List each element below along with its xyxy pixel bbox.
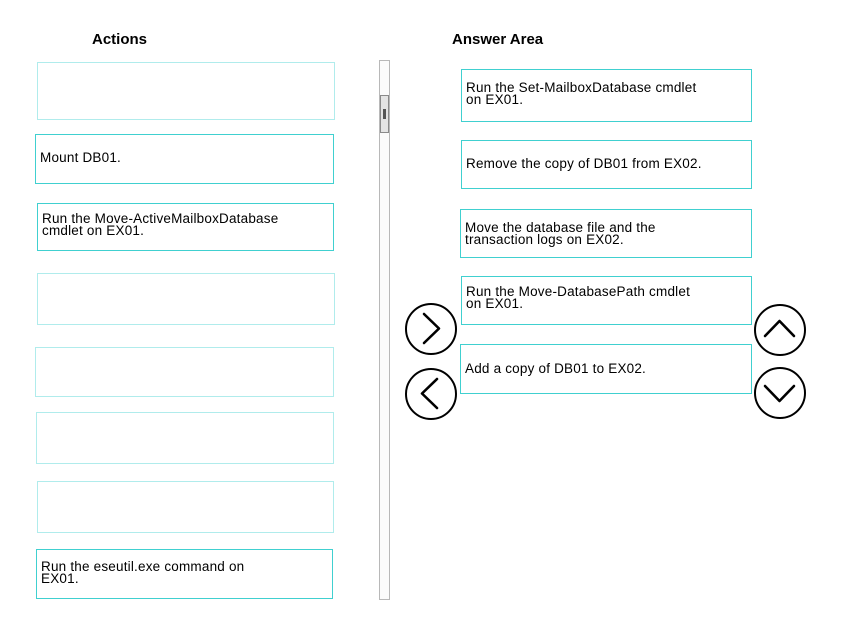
action-item-label: Run the Move-ActiveMailboxDatabase cmdlet on EX01. xyxy=(42,211,279,238)
chevron-right-icon xyxy=(407,305,454,352)
action-item-label: Run the eseutil.exe command on EX01. xyxy=(41,559,245,586)
answer-item-move-databasepath[interactable] xyxy=(461,276,752,325)
answer-area-heading: Answer Area xyxy=(452,31,544,48)
answer-item-label: Move the database file and the transaction logs on EX02. xyxy=(465,220,656,247)
actions-heading: Actions xyxy=(92,31,148,48)
action-slot-empty[interactable] xyxy=(35,347,334,397)
move-left-button[interactable] xyxy=(405,368,457,420)
answer-item-label: Run the Move-DatabasePath cmdlet on EX01. xyxy=(466,284,691,311)
action-slot-empty[interactable] xyxy=(37,62,335,120)
chevron-left-icon xyxy=(407,370,454,417)
actions-scrollbar[interactable] xyxy=(379,60,390,600)
answer-item-set-mailboxdatabase[interactable] xyxy=(461,69,752,122)
action-item-label: Mount DB01. xyxy=(40,150,121,165)
chevron-up-icon xyxy=(756,306,803,353)
action-item-eseutil[interactable] xyxy=(36,549,333,599)
answer-item-add-copy[interactable] xyxy=(460,344,752,394)
answer-item-label: Remove the copy of DB01 from EX02. xyxy=(466,156,702,171)
answer-item-label: Add a copy of DB01 to EX02. xyxy=(465,361,647,376)
action-slot-empty[interactable] xyxy=(36,412,334,464)
answer-item-remove-copy[interactable] xyxy=(461,140,752,189)
answer-item-move-database-file[interactable] xyxy=(460,209,752,258)
action-item-mount-db01[interactable] xyxy=(35,134,334,184)
answer-item-label: Run the Set-MailboxDatabase cmdlet on EX01. xyxy=(466,80,697,107)
move-down-button[interactable] xyxy=(754,367,806,419)
action-item-move-activemailboxdatabase[interactable] xyxy=(37,203,334,251)
scrollbar-thumb[interactable] xyxy=(380,95,389,133)
action-slot-empty[interactable] xyxy=(37,481,334,533)
action-slot-empty[interactable] xyxy=(37,273,335,325)
chevron-down-icon xyxy=(756,369,803,416)
move-up-button[interactable] xyxy=(754,304,806,356)
move-right-button[interactable] xyxy=(405,303,457,355)
